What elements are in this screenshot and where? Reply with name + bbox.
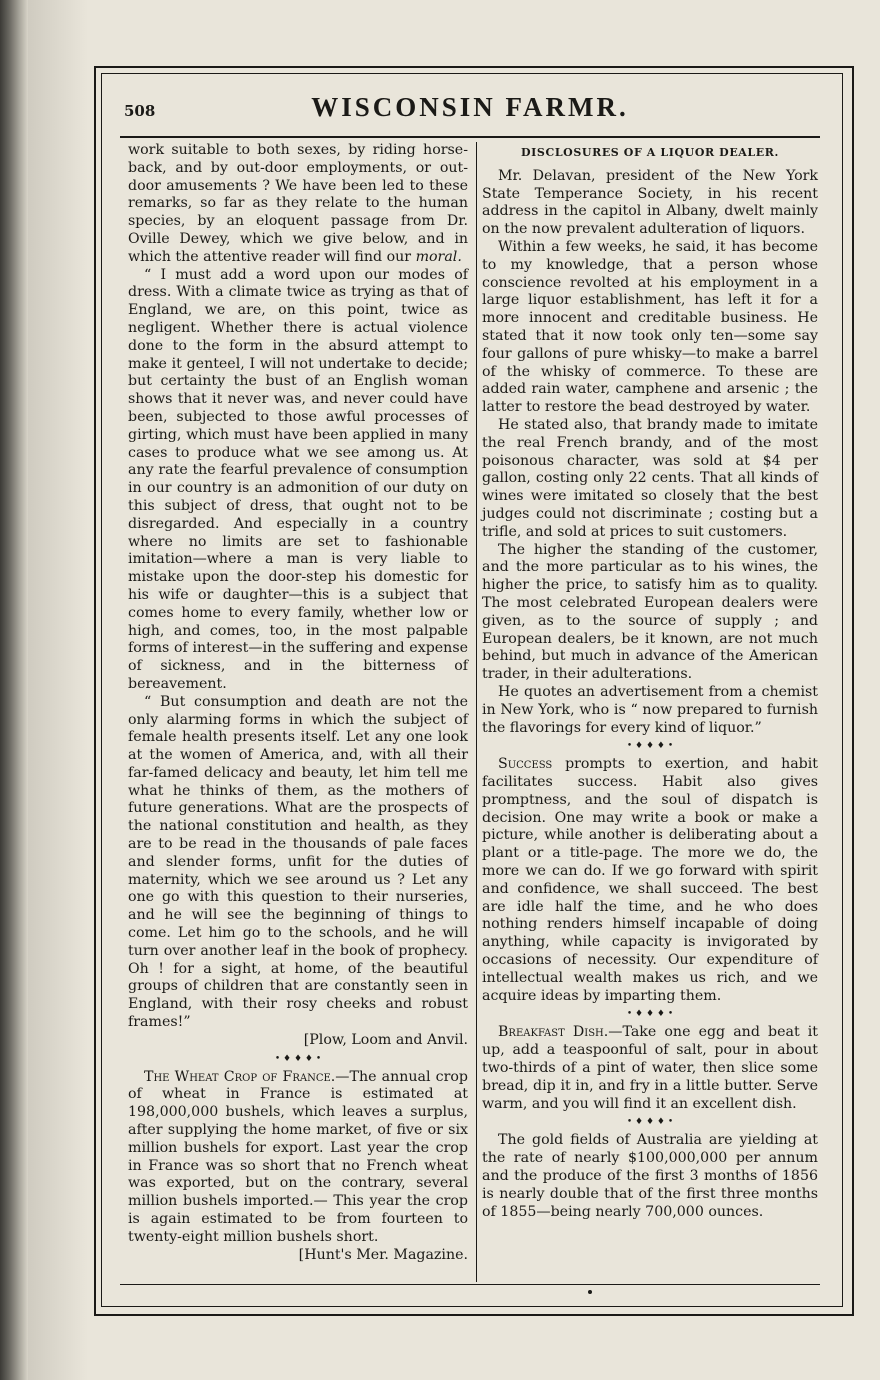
page-margin <box>28 0 88 1380</box>
dewey-quote-paragraph-1: “ I must add a word upon our modes of dress. With a climate twice as trying as that of England, we are, on this point, twice as negligent. Whether there is actual violence done to the form in the absurd attempt to make it genteel, I will not undertake to decide; but certainty the bust of an English woman shows that it never was, and never could have been, subjected to those awful processes of girting, which must have been applied in many cases to produce what we see among us. At any rate the fearful prevalence of consumption in our country is an admonition of our duty on this subject of dress, that ought not to be disregarded. And especially in a country where no limits are set to fashionable imitation—where a man is very liable to mistake upon the door-step his domestic for his wife or daughter—this is a subject that comes home to every family, whether low or high, and comes, too, in the most palpable forms of interest—in the suffering and expense of sickness, and in the bitterness of bereavement. <box>128 266 468 692</box>
article-separator: • ♦ ♦ ♦ • <box>274 1053 322 1064</box>
liquor-paragraph-2: Within a few weeks, he said, it has become to my knowledge, that a person whose conscience revolted at his employment in a large liquor establishment, has left it for a more innocent and creditable business. He stated that it now took only ten—some say four gallons of pure whisky—to make a barrel of the whisky of commerce. To these are added rain water, camphene and arsenic ; the latter to restore the bead destroyed by water. <box>482 238 818 416</box>
column-divider <box>476 142 477 1282</box>
breakfast-article: Breakfast Dish.—Take one egg and beat it up, add a teaspoonful of salt, pour in about two-thirds of a pint of water, then slice some bread, dip it in, and fry in a little butter. Serve warm, and you will find it an excellent dish. <box>482 1024 818 1112</box>
book-binding-shadow <box>0 0 28 1380</box>
success-lead: Success <box>498 756 553 773</box>
dewey-quote-paragraph-2: “ But consumption and death are not the only alarming forms in which the subject of female health presents itself. Let any one look at the women of America, and, with all their far-famed delicacy and beauty, let him tell me what he thinks of them, as the mothers of future generations. What are the prospects of the national constitution and health, as they are to be read in the thousands of pale faces and slender forms, unfit for the duties of maternity, which we see around us ? Let any one go with this question to their nurseries, and he will see the beginning of things to come. Let him go to the schools, and he will turn over another leaf in the book of prophecy. Oh ! for a sight, at home, of the beautiful groups of children that are constantly seen in England, with their rosy cheeks and robust frames!” <box>128 693 468 1031</box>
liquor-paragraph-3: He stated also, that brandy made to imitate the real French brandy, and of the most poisonous character, was sold at $4 per gallon, costing only 22 cents. That all kinds of wines were imitated so closely that the best judges could not discriminate ; costing but a trifle, and sold at prices to suit customers. <box>482 416 818 540</box>
header-rule <box>120 136 820 138</box>
article-separator: • ♦ ♦ ♦ • <box>626 1009 674 1020</box>
liquor-dealer-heading: DISCLOSURES OF A LIQUOR DEALER. <box>521 146 779 159</box>
bottom-rule <box>120 1284 820 1285</box>
page-number: 508 <box>124 102 156 120</box>
wheat-crop-lead: The Wheat Crop of France. <box>144 1068 336 1085</box>
success-article: Success prompts to exertion, and habit facilitates success. Habit also gives promptness, and the soul of dispatch is decision. One may write a book or make a picture, while another is deliberating about a plant or a title-page. The more we do, the more we can do. If we go forward with spirit and confidence, we shall succeed. The best are idle half the time, and he who does nothing renders himself incapable of doing anything, while capacity is invigorated by occasions of necessity. Our expenditure of intellectual wealth makes us rich, and we acquire ideas by imparting them. <box>482 756 818 1004</box>
left-column <box>128 142 468 1264</box>
wheat-crop-attribution: [Hunt's Mer. Magazine. <box>298 1246 468 1263</box>
right-column <box>482 142 818 1221</box>
dewey-quote-attribution: [Plow, Loom and Anvil. <box>303 1031 468 1048</box>
gold-fields-article: The gold fields of Australia are yielding at the rate of nearly $100,000,000 per annum and the produce of the first 3 months of 1856 is nearly double that of the first three months of 1855—being nearly 700,000 ounces. <box>482 1132 818 1220</box>
masthead-title: WISCONSIN FARMR. <box>311 92 629 122</box>
stray-ink-dot <box>588 1290 592 1294</box>
liquor-paragraph-5: He quotes an advertisement from a chemist in New York, who is “ now prepared to furnish the flavorings for every kind of liquor.” <box>482 683 818 736</box>
page-header <box>120 92 820 132</box>
article-separator: • ♦ ♦ ♦ • <box>626 1117 674 1128</box>
breakfast-lead: Breakfast Dish. <box>498 1024 609 1041</box>
moral-emphasis: moral. <box>415 248 462 265</box>
left-paragraph-1: work suitable to both sexes, by riding horse-back, and by out-door employments, or out-door amusements ? We have been led to these remarks, so far as they relate to the human species, by an eloquent passage from Dr. Oville Dewey, which we give below, and in which the attentive reader will find our moral. <box>128 142 468 265</box>
article-separator: • ♦ ♦ ♦ • <box>626 741 674 752</box>
liquor-paragraph-1: Mr. Delavan, president of the New York State Temperance Society, in his recent address in the capitol in Albany, dwelt mainly on the now prevalent adulteration of liquors. <box>482 167 818 238</box>
liquor-paragraph-4: The higher the standing of the customer, and the more particular as to his wines, the higher the price, to satisfy him as to quality. The most celebrated European dealers were given, as to the source of supply ; and European dealers, be it known, are not much behind, but much in advance of the American trader, in their adulterations. <box>482 541 818 683</box>
wheat-crop-article: The Wheat Crop of France.—The annual crop of wheat in France is estimated at 198,000,000 bushels, which leaves a surplus, after supplying the home market, of five or six million bushels for export. Last year the crop in France was so short that no French wheat was exported, but on the contrary, several million bushels imported.— This year the crop is again estimated to be from fourteen to twenty-eight million bushels short. <box>128 1068 468 1245</box>
